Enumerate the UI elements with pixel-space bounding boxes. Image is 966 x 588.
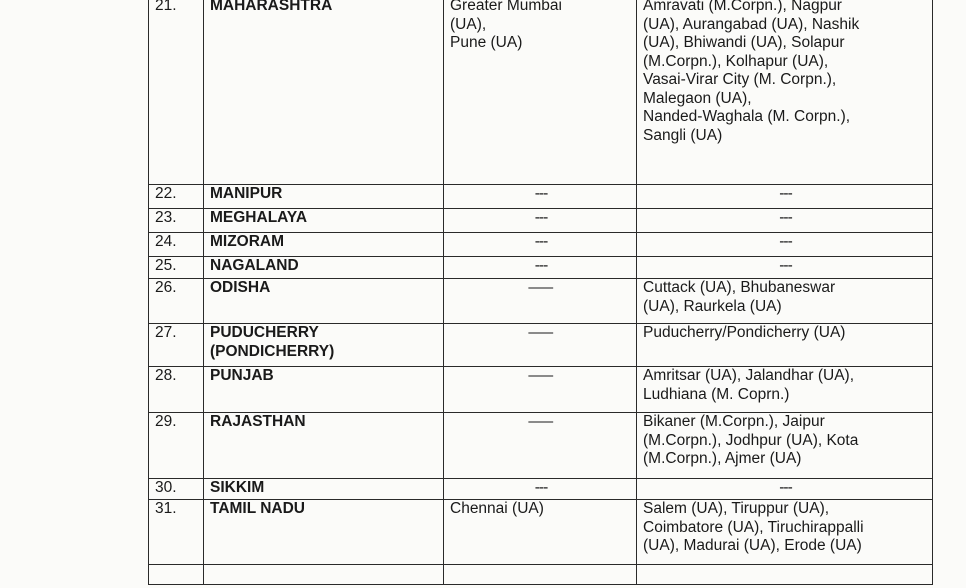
primary-cities-cell	[444, 185, 637, 209]
cell-text-line: ---	[534, 479, 548, 496]
cell-text-line: Coimbatore (UA), Tiruchirappalli	[643, 518, 864, 536]
state-name-cell	[204, 209, 444, 233]
primary-cities-cell	[444, 209, 637, 233]
cell-text-line: ---	[534, 185, 548, 202]
table-body	[149, 0, 933, 585]
serial-number: 29.	[155, 413, 177, 430]
cell-text-line: ---	[534, 233, 548, 250]
cell-text-line: NAGALAND	[210, 257, 299, 274]
cell-text-line: ---	[534, 257, 548, 274]
serial-number-cell	[149, 209, 204, 233]
cell-text-line: Sangli (UA)	[643, 126, 723, 144]
cell-text-line: —	[528, 413, 554, 430]
state-name-cell	[204, 413, 444, 479]
serial-number-cell	[149, 185, 204, 209]
cell-text-line: MIZORAM	[210, 233, 285, 250]
secondary-cities-cell	[637, 279, 933, 324]
state-name-cell	[204, 500, 444, 565]
cell-text-line: ---	[779, 257, 792, 274]
primary-cities-cell	[444, 367, 637, 413]
cell-text-line: Nanded-Waghala (M. Corpn.),	[643, 108, 851, 125]
secondary-cities-cell	[637, 500, 933, 565]
primary-cities-cell	[444, 0, 637, 185]
cell-text-line: Ludhiana (M. Coprn.)	[643, 385, 790, 403]
table-row	[149, 479, 933, 500]
cell-text-line: (UA), Bhiwandi (UA), Solapur	[643, 34, 845, 51]
serial-number: 21.	[155, 0, 177, 14]
secondary-cities-cell	[637, 324, 933, 367]
serial-number-cell	[149, 257, 204, 279]
cell-text-line: —	[528, 279, 554, 296]
cell-text-line: Puducherry/Pondicherry (UA)	[643, 324, 846, 341]
state-name-cell	[204, 479, 444, 500]
serial-number-cell	[149, 413, 204, 479]
secondary-cities-cell	[637, 209, 933, 233]
table-row	[149, 185, 933, 209]
cell-text-line: (UA),	[450, 15, 487, 33]
cell-text-line: ---	[779, 479, 792, 496]
secondary-cities-cell	[637, 257, 933, 279]
serial-number: 30.	[155, 479, 177, 496]
serial-number-cell	[149, 0, 204, 185]
primary-cities-cell	[444, 500, 637, 565]
serial-number-cell	[149, 233, 204, 257]
cell-text-line: ---	[779, 185, 792, 202]
cell-text-line: Malegaon (UA),	[643, 89, 752, 107]
cell-text-line: (M.Corpn.), Ajmer (UA)	[643, 450, 802, 467]
serial-number: 28.	[155, 367, 177, 384]
primary-cities-cell	[444, 565, 637, 585]
secondary-cities-cell	[637, 185, 933, 209]
cell-text-line: ---	[534, 209, 548, 226]
secondary-cities-cell	[637, 0, 933, 185]
state-name-cell	[204, 324, 444, 367]
cell-text-line: Chennai (UA)	[450, 500, 544, 517]
cell-text-line: —	[528, 367, 554, 384]
cell-text-line: ---	[779, 209, 792, 226]
serial-number: 24.	[155, 233, 177, 250]
table-row	[149, 367, 933, 413]
cell-text-line: SIKKIM	[210, 479, 265, 496]
cell-text-line: Amravati (M.Corpn.), Nagpur	[643, 0, 842, 14]
secondary-cities-cell	[637, 479, 933, 500]
table-row	[149, 565, 933, 585]
serial-number-cell	[149, 367, 204, 413]
serial-number-cell	[149, 500, 204, 565]
table-row	[149, 0, 933, 185]
cell-text-line: Cuttack (UA), Bhubaneswar	[643, 279, 836, 296]
cell-text-line: PUNJAB	[210, 367, 274, 384]
serial-number: 27.	[155, 324, 177, 341]
primary-cities-cell	[444, 233, 637, 257]
cell-text-line: (UA), Raurkela (UA)	[643, 297, 782, 315]
table-row	[149, 413, 933, 479]
state-name-cell	[204, 367, 444, 413]
secondary-cities-cell	[637, 233, 933, 257]
cell-text-line: Pune (UA)	[450, 34, 523, 51]
serial-number: 22.	[155, 185, 177, 202]
cell-text-line: (UA), Madurai (UA), Erode (UA)	[643, 537, 862, 554]
table-row	[149, 324, 933, 367]
cell-text-line: ODISHA	[210, 279, 271, 296]
table-row	[149, 233, 933, 257]
serial-number: 23.	[155, 209, 177, 226]
serial-number: 31.	[155, 500, 177, 517]
cell-text-line: Bikaner (M.Corpn.), Jaipur	[643, 413, 825, 430]
cell-text-line: PUDUCHERRY	[210, 324, 319, 341]
cell-text-line: (PONDICHERRY)	[210, 342, 335, 360]
cell-text-line: MEGHALAYA	[210, 209, 308, 226]
cell-text-line: Amritsar (UA), Jalandhar (UA),	[643, 367, 855, 384]
cell-text-line: (M.Corpn.), Kolhapur (UA),	[643, 52, 829, 70]
cell-text-line: ---	[779, 233, 792, 250]
table-row	[149, 279, 933, 324]
state-name-cell	[204, 0, 444, 185]
secondary-cities-cell	[637, 565, 933, 585]
cell-text-line: MAHARASHTRA	[210, 0, 333, 14]
state-name-cell	[204, 185, 444, 209]
cell-text-line: Greater Mumbai	[450, 0, 562, 14]
table-row	[149, 500, 933, 565]
cell-text-line: MANIPUR	[210, 185, 283, 202]
cell-text-line: RAJASTHAN	[210, 413, 306, 430]
serial-number-cell	[149, 479, 204, 500]
secondary-cities-cell	[637, 367, 933, 413]
serial-number-cell	[149, 324, 204, 367]
primary-cities-cell	[444, 324, 637, 367]
table-row	[149, 209, 933, 233]
cell-text-line: Vasai-Virar City (M. Corpn.),	[643, 71, 837, 88]
primary-cities-cell	[444, 479, 637, 500]
primary-cities-cell	[444, 279, 637, 324]
serial-number: 25.	[155, 257, 177, 274]
secondary-cities-cell	[637, 413, 933, 479]
serial-number: 26.	[155, 279, 177, 296]
state-name-cell	[204, 233, 444, 257]
cell-text-line: (UA), Aurangabad (UA), Nashik	[643, 15, 860, 33]
cell-text-line: —	[528, 324, 554, 341]
million-plus-cities-table	[148, 0, 933, 585]
cell-text-line: TAMIL NADU	[210, 500, 305, 517]
table-row	[149, 257, 933, 279]
primary-cities-cell	[444, 257, 637, 279]
state-name-cell	[204, 279, 444, 324]
state-name-cell	[204, 257, 444, 279]
state-name-cell	[204, 565, 444, 585]
cell-text-line: Salem (UA), Tiruppur (UA),	[643, 500, 830, 517]
serial-number-cell	[149, 565, 204, 585]
serial-number-cell	[149, 279, 204, 324]
cell-text-line: (M.Corpn.), Jodhpur (UA), Kota	[643, 431, 859, 449]
primary-cities-cell	[444, 413, 637, 479]
